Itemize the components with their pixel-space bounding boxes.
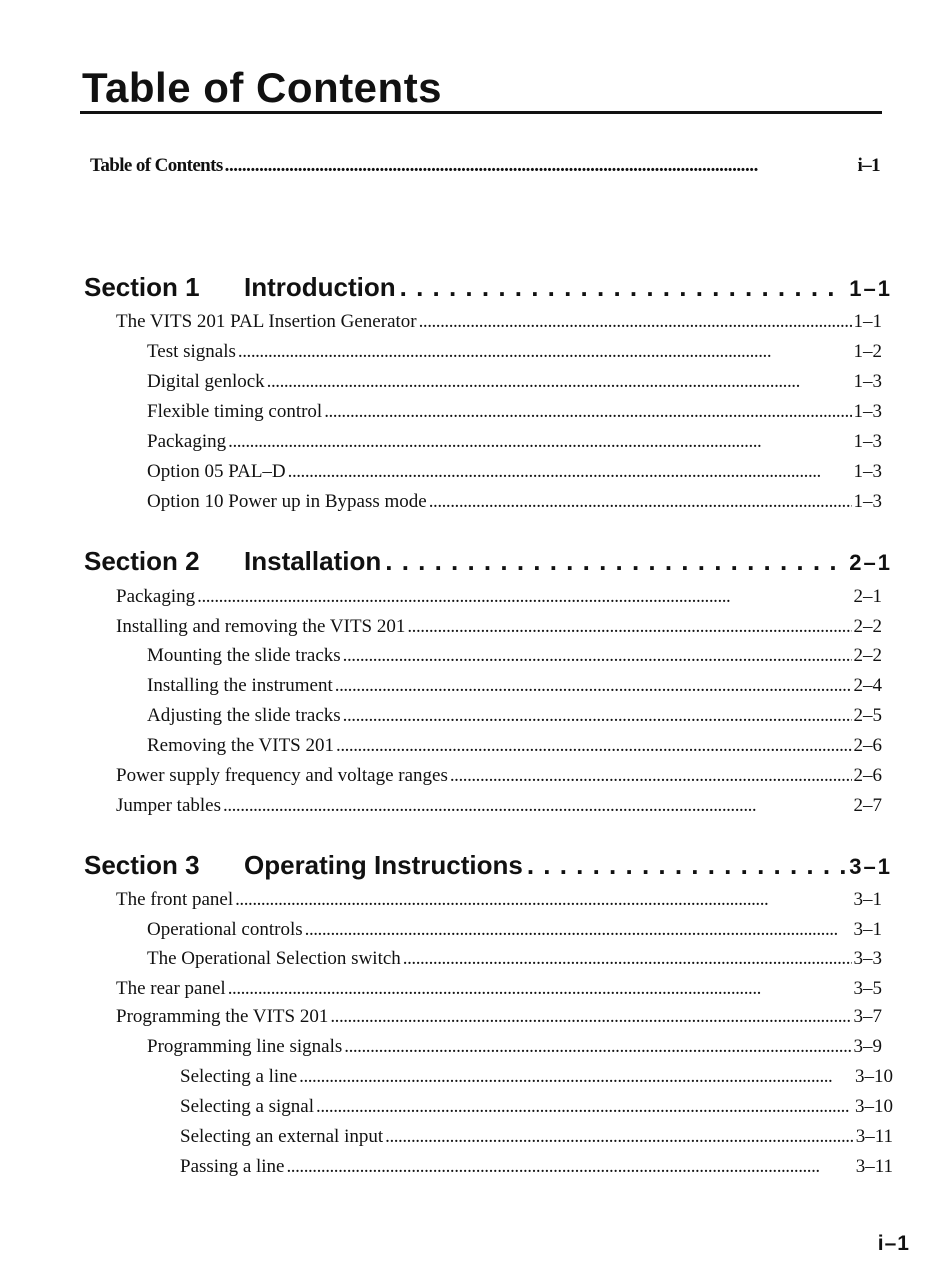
dot-leader: [429, 492, 852, 511]
entry-page: 1–3: [853, 371, 882, 392]
toc-entry-table-of-contents[interactable]: [90, 156, 880, 175]
dot-leader: [335, 676, 852, 695]
entry-label: Selecting a signal: [180, 1096, 315, 1117]
dot-leader: [316, 1097, 853, 1116]
dot-leader: [385, 1127, 854, 1146]
entry-label: Packaging: [147, 431, 227, 452]
toc-entry[interactable]: [180, 1097, 893, 1116]
dot-leader: [336, 736, 851, 755]
section-page: 2–1: [849, 550, 892, 575]
entry-page: 2–6: [853, 735, 882, 756]
toc-entry[interactable]: [147, 949, 882, 968]
toc-entry[interactable]: [116, 890, 882, 909]
entry-page: 2–5: [853, 705, 882, 726]
entry-label: Installing and removing the VITS 201: [116, 616, 406, 637]
entry-label: Passing a line: [180, 1156, 285, 1177]
toc-entry[interactable]: [116, 979, 882, 998]
entry-label: Programming line signals: [147, 1036, 343, 1057]
dot-leader: [288, 462, 852, 481]
entry-page: 2–1: [853, 586, 882, 607]
dot-leader: [400, 272, 846, 303]
dot-leader: [299, 1067, 853, 1086]
entry-page: 2–6: [853, 765, 882, 786]
section-page: 1–1: [849, 276, 892, 301]
toc-entry[interactable]: [147, 342, 882, 361]
toc-entry[interactable]: [147, 402, 882, 421]
footer-page-number: i–1: [877, 1232, 910, 1255]
toc-entry[interactable]: [147, 492, 882, 511]
toc-entry[interactable]: [147, 676, 882, 695]
toc-entry[interactable]: [116, 312, 882, 331]
section-name: Operating Instructions: [244, 850, 523, 880]
entry-label: Selecting a line: [180, 1066, 298, 1087]
entry-page: 1–3: [853, 491, 882, 512]
dot-leader: [450, 766, 852, 785]
entry-page: 2–2: [853, 616, 882, 637]
section-name: Installation: [244, 546, 382, 576]
dot-leader: [228, 432, 851, 451]
entry-label: Installing the instrument: [147, 675, 333, 696]
section-number: Section 2: [84, 546, 200, 576]
entry-label: Mounting the slide tracks: [147, 645, 341, 666]
dot-leader: [238, 342, 852, 361]
dot-leader: [305, 920, 852, 939]
entry-label: Removing the VITS 201: [147, 735, 335, 756]
entry-page: 3–7: [853, 1006, 882, 1027]
dot-leader: [228, 979, 852, 998]
toc-entry[interactable]: [116, 1007, 882, 1026]
dot-leader: [343, 706, 852, 725]
toc-entry[interactable]: [147, 706, 882, 725]
entry-page: 3–1: [853, 919, 882, 940]
entry-label: Table of Contents: [90, 155, 223, 176]
toc-entry[interactable]: [116, 766, 882, 785]
dot-leader: [287, 1157, 854, 1176]
toc-entry[interactable]: [147, 646, 882, 665]
dot-leader: [527, 850, 845, 881]
dot-leader: [197, 587, 851, 606]
entry-page: 1–1: [853, 311, 882, 332]
entry-page: 3–10: [855, 1096, 893, 1117]
entry-label: Operational controls: [147, 919, 303, 940]
entry-label: Selecting an external input: [180, 1126, 384, 1147]
entry-page: 2–4: [853, 675, 882, 696]
dot-leader: [344, 1037, 851, 1056]
entry-page: 1–2: [853, 341, 882, 362]
toc-entry[interactable]: [147, 736, 882, 755]
toc-entry[interactable]: [116, 617, 882, 636]
dot-leader: [407, 617, 851, 636]
toc-entry[interactable]: [116, 796, 882, 815]
entry-label: Power supply frequency and voltage ranges: [116, 765, 448, 786]
entry-page: 3–11: [855, 1156, 893, 1177]
dot-leader: [330, 1007, 851, 1026]
dot-leader: [225, 156, 856, 175]
section-page: 3–1: [849, 854, 892, 879]
entry-label: The Operational Selection switch: [147, 948, 401, 969]
entry-page: 2–7: [853, 795, 882, 816]
entry-label: Adjusting the slide tracks: [147, 705, 341, 726]
dot-leader: [223, 796, 851, 815]
toc-entry[interactable]: [180, 1157, 893, 1176]
entry-page: 3–10: [855, 1066, 893, 1087]
entry-page: 1–3: [853, 461, 882, 482]
toc-entry[interactable]: [147, 462, 882, 481]
toc-entry[interactable]: [147, 1037, 882, 1056]
entry-label: The VITS 201 PAL Insertion Generator: [116, 311, 417, 332]
entry-label: Flexible timing control: [147, 401, 323, 422]
entry-page: 3–11: [855, 1126, 893, 1147]
toc-entry[interactable]: [147, 372, 882, 391]
entry-label: Programming the VITS 201: [116, 1006, 329, 1027]
toc-entry[interactable]: [116, 587, 882, 606]
entry-page: 1–3: [853, 431, 882, 452]
entry-page: 1–3: [853, 401, 882, 422]
dot-leader: [324, 402, 851, 421]
entry-label: Test signals: [147, 341, 236, 362]
dot-leader: [385, 546, 845, 577]
section-number: Section 3: [84, 850, 200, 880]
entry-page: 3–1: [853, 889, 882, 910]
entry-label: Option 10 Power up in Bypass mode: [147, 491, 427, 512]
entry-page: i–1: [857, 155, 880, 176]
dot-leader: [403, 949, 852, 968]
dot-leader: [343, 646, 852, 665]
toc-entry[interactable]: [147, 432, 882, 451]
dot-leader: [235, 890, 851, 909]
section-number: Section 1: [84, 272, 200, 302]
section-heading-1[interactable]: [84, 272, 892, 303]
entry-page: 2–2: [853, 645, 882, 666]
title-rule: [80, 111, 882, 114]
entry-label: Option 05 PAL–D: [147, 461, 286, 482]
dot-leader: [267, 372, 852, 391]
entry-page: 3–3: [853, 948, 882, 969]
entry-label: Jumper tables: [116, 795, 222, 816]
entry-label: Packaging: [116, 586, 196, 607]
toc-entry[interactable]: [180, 1067, 893, 1086]
page-title: Table of Contents: [82, 64, 443, 111]
section-heading-3[interactable]: [84, 850, 892, 881]
section-name: Introduction: [244, 272, 396, 302]
entry-label: The front panel: [116, 889, 234, 910]
dot-leader: [419, 312, 852, 331]
entry-page: 3–5: [853, 978, 882, 999]
entry-page: 3–9: [853, 1036, 882, 1057]
section-heading-2[interactable]: [84, 546, 892, 577]
toc-entry[interactable]: [180, 1127, 893, 1146]
entry-label: The rear panel: [116, 978, 226, 999]
entry-label: Digital genlock: [147, 371, 265, 392]
toc-entry[interactable]: [147, 920, 882, 939]
